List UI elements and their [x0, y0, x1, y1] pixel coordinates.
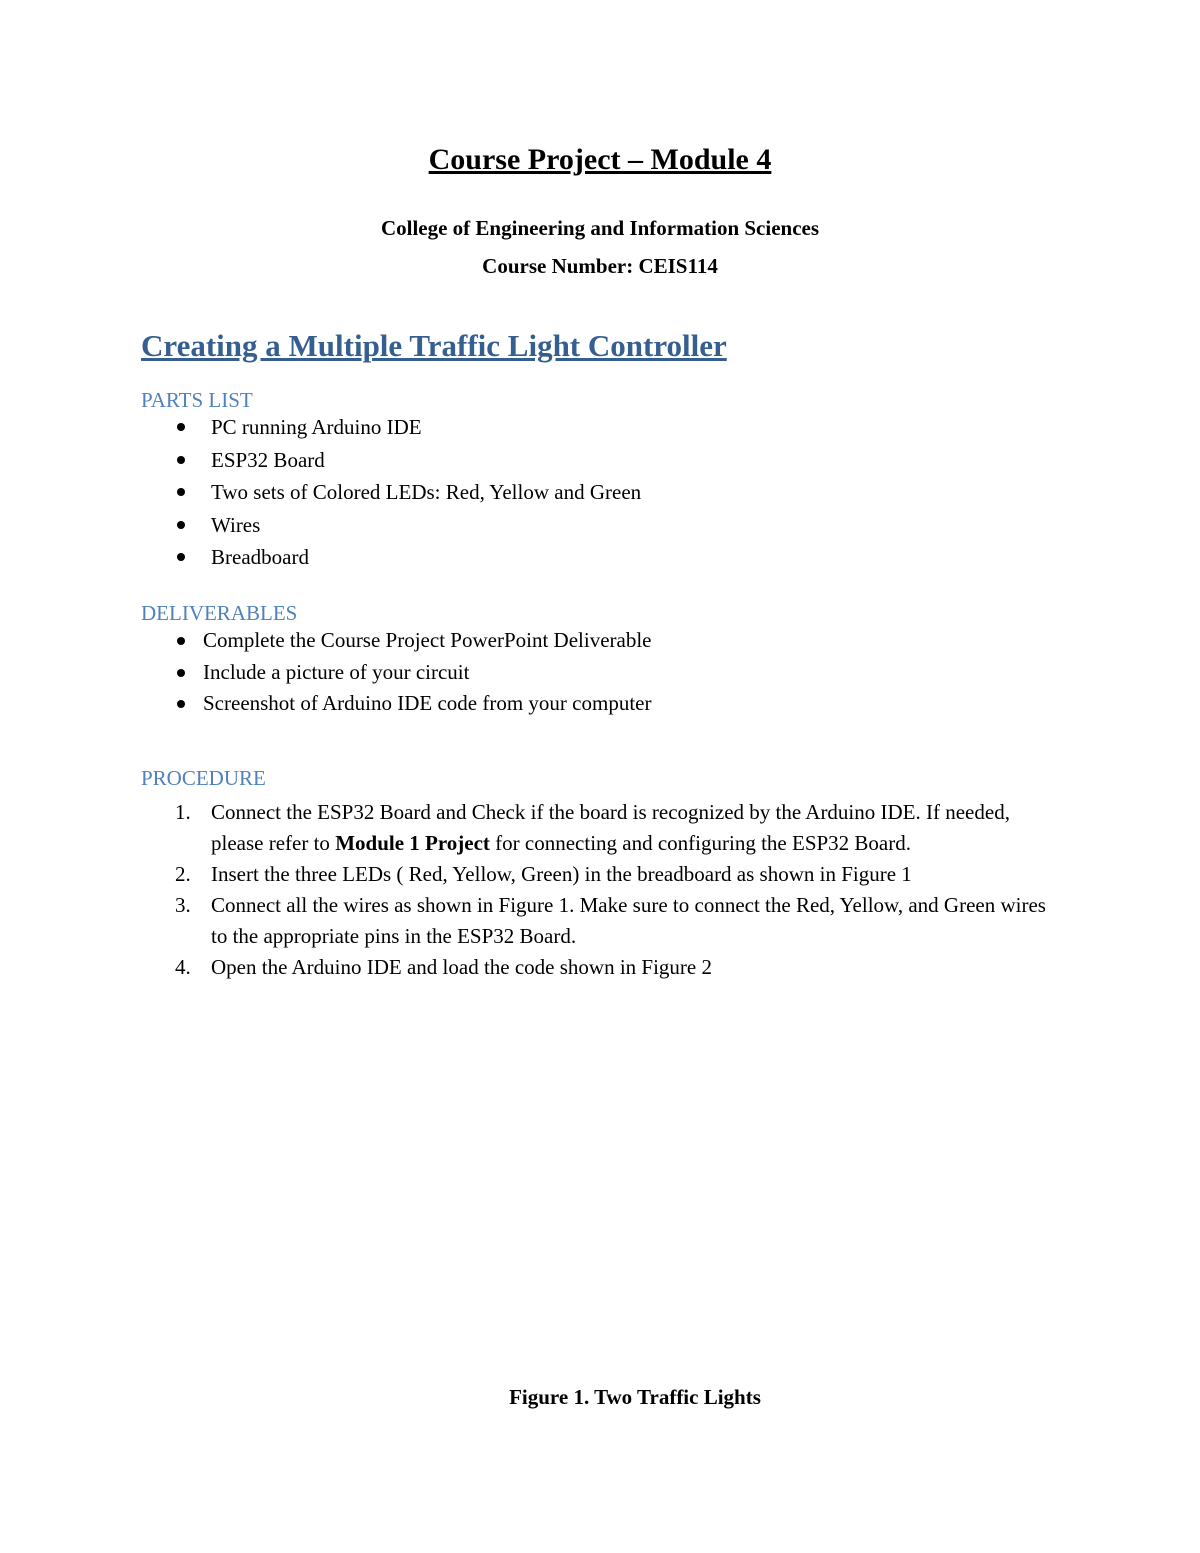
step-text: Open the Arduino IDE and load the code shown in Figure 2 [211, 955, 712, 979]
list-item-text: Complete the Course Project PowerPoint Deliverable [203, 628, 652, 652]
bullet-icon [177, 700, 185, 708]
list-item [175, 476, 641, 509]
bullet-icon [177, 521, 185, 529]
list-item [175, 657, 652, 689]
list-item [175, 411, 641, 444]
step-text-bold: Module 1 Project [335, 831, 490, 855]
list-item [175, 625, 652, 657]
bullet-icon [177, 637, 185, 645]
list-item-text: Two sets of Colored LEDs: Red, Yellow and Green [211, 480, 642, 504]
step-number: 3. [175, 893, 191, 917]
list-item [175, 509, 641, 542]
figure-caption: Figure 1. Two Traffic Lights [509, 1385, 761, 1409]
bullet-icon [177, 553, 185, 561]
procedure-label: PROCEDURE [141, 766, 266, 790]
procedure-step [175, 890, 1055, 952]
procedure-step [175, 797, 1055, 859]
step-text: Connect the ESP32 Board and Check if the board is recognized by the Arduino IDE. If needed, please refer to [211, 800, 1010, 855]
list-item [175, 541, 641, 574]
list-item-text: Wires [211, 512, 261, 537]
list-item-text: Include a picture of your circuit [203, 659, 470, 684]
parts-list-label: PARTS LIST [141, 388, 253, 412]
list-item-text: ESP32 Board [211, 447, 325, 472]
procedure-steps [175, 797, 1055, 983]
step-number: 2. [175, 862, 191, 886]
project-heading: Creating a Multiple Traffic Light Controller [141, 328, 727, 363]
list-item-text: Screenshot of Arduino IDE code from your computer [203, 691, 652, 715]
step-text: Connect all the wires as shown in Figure 1. Make sure to connect the Red, Yellow, and Green wires to the appropriate pins in the ESP32 Board. [211, 893, 1046, 948]
procedure-step [175, 952, 1055, 983]
list-item-text: PC running Arduino IDE [211, 415, 422, 439]
bullet-icon [177, 423, 185, 431]
bullet-icon [177, 456, 185, 464]
step-text: for connecting and configuring the ESP32 Board. [489, 831, 911, 855]
bullet-icon [177, 669, 185, 677]
bullet-icon [177, 488, 185, 496]
document-title: Course Project – Module 4 [428, 143, 772, 176]
list-item [175, 444, 641, 477]
list-item [175, 688, 652, 720]
deliverables-label: DELIVERABLES [141, 601, 298, 625]
step-text: Insert the three LEDs ( Red, Yellow, Green) in the breadboard as shown in Figure 1 [211, 862, 912, 886]
step-number: 4. [175, 955, 191, 979]
course-number: Course Number: CEIS114 [482, 254, 718, 278]
list-item-text: Breadboard [211, 545, 309, 569]
step-number: 1. [175, 800, 191, 824]
deliverables-list [175, 625, 652, 720]
procedure-step [175, 859, 1055, 890]
parts-list [175, 411, 641, 574]
college-name: College of Engineering and Information Sciences [380, 216, 820, 240]
